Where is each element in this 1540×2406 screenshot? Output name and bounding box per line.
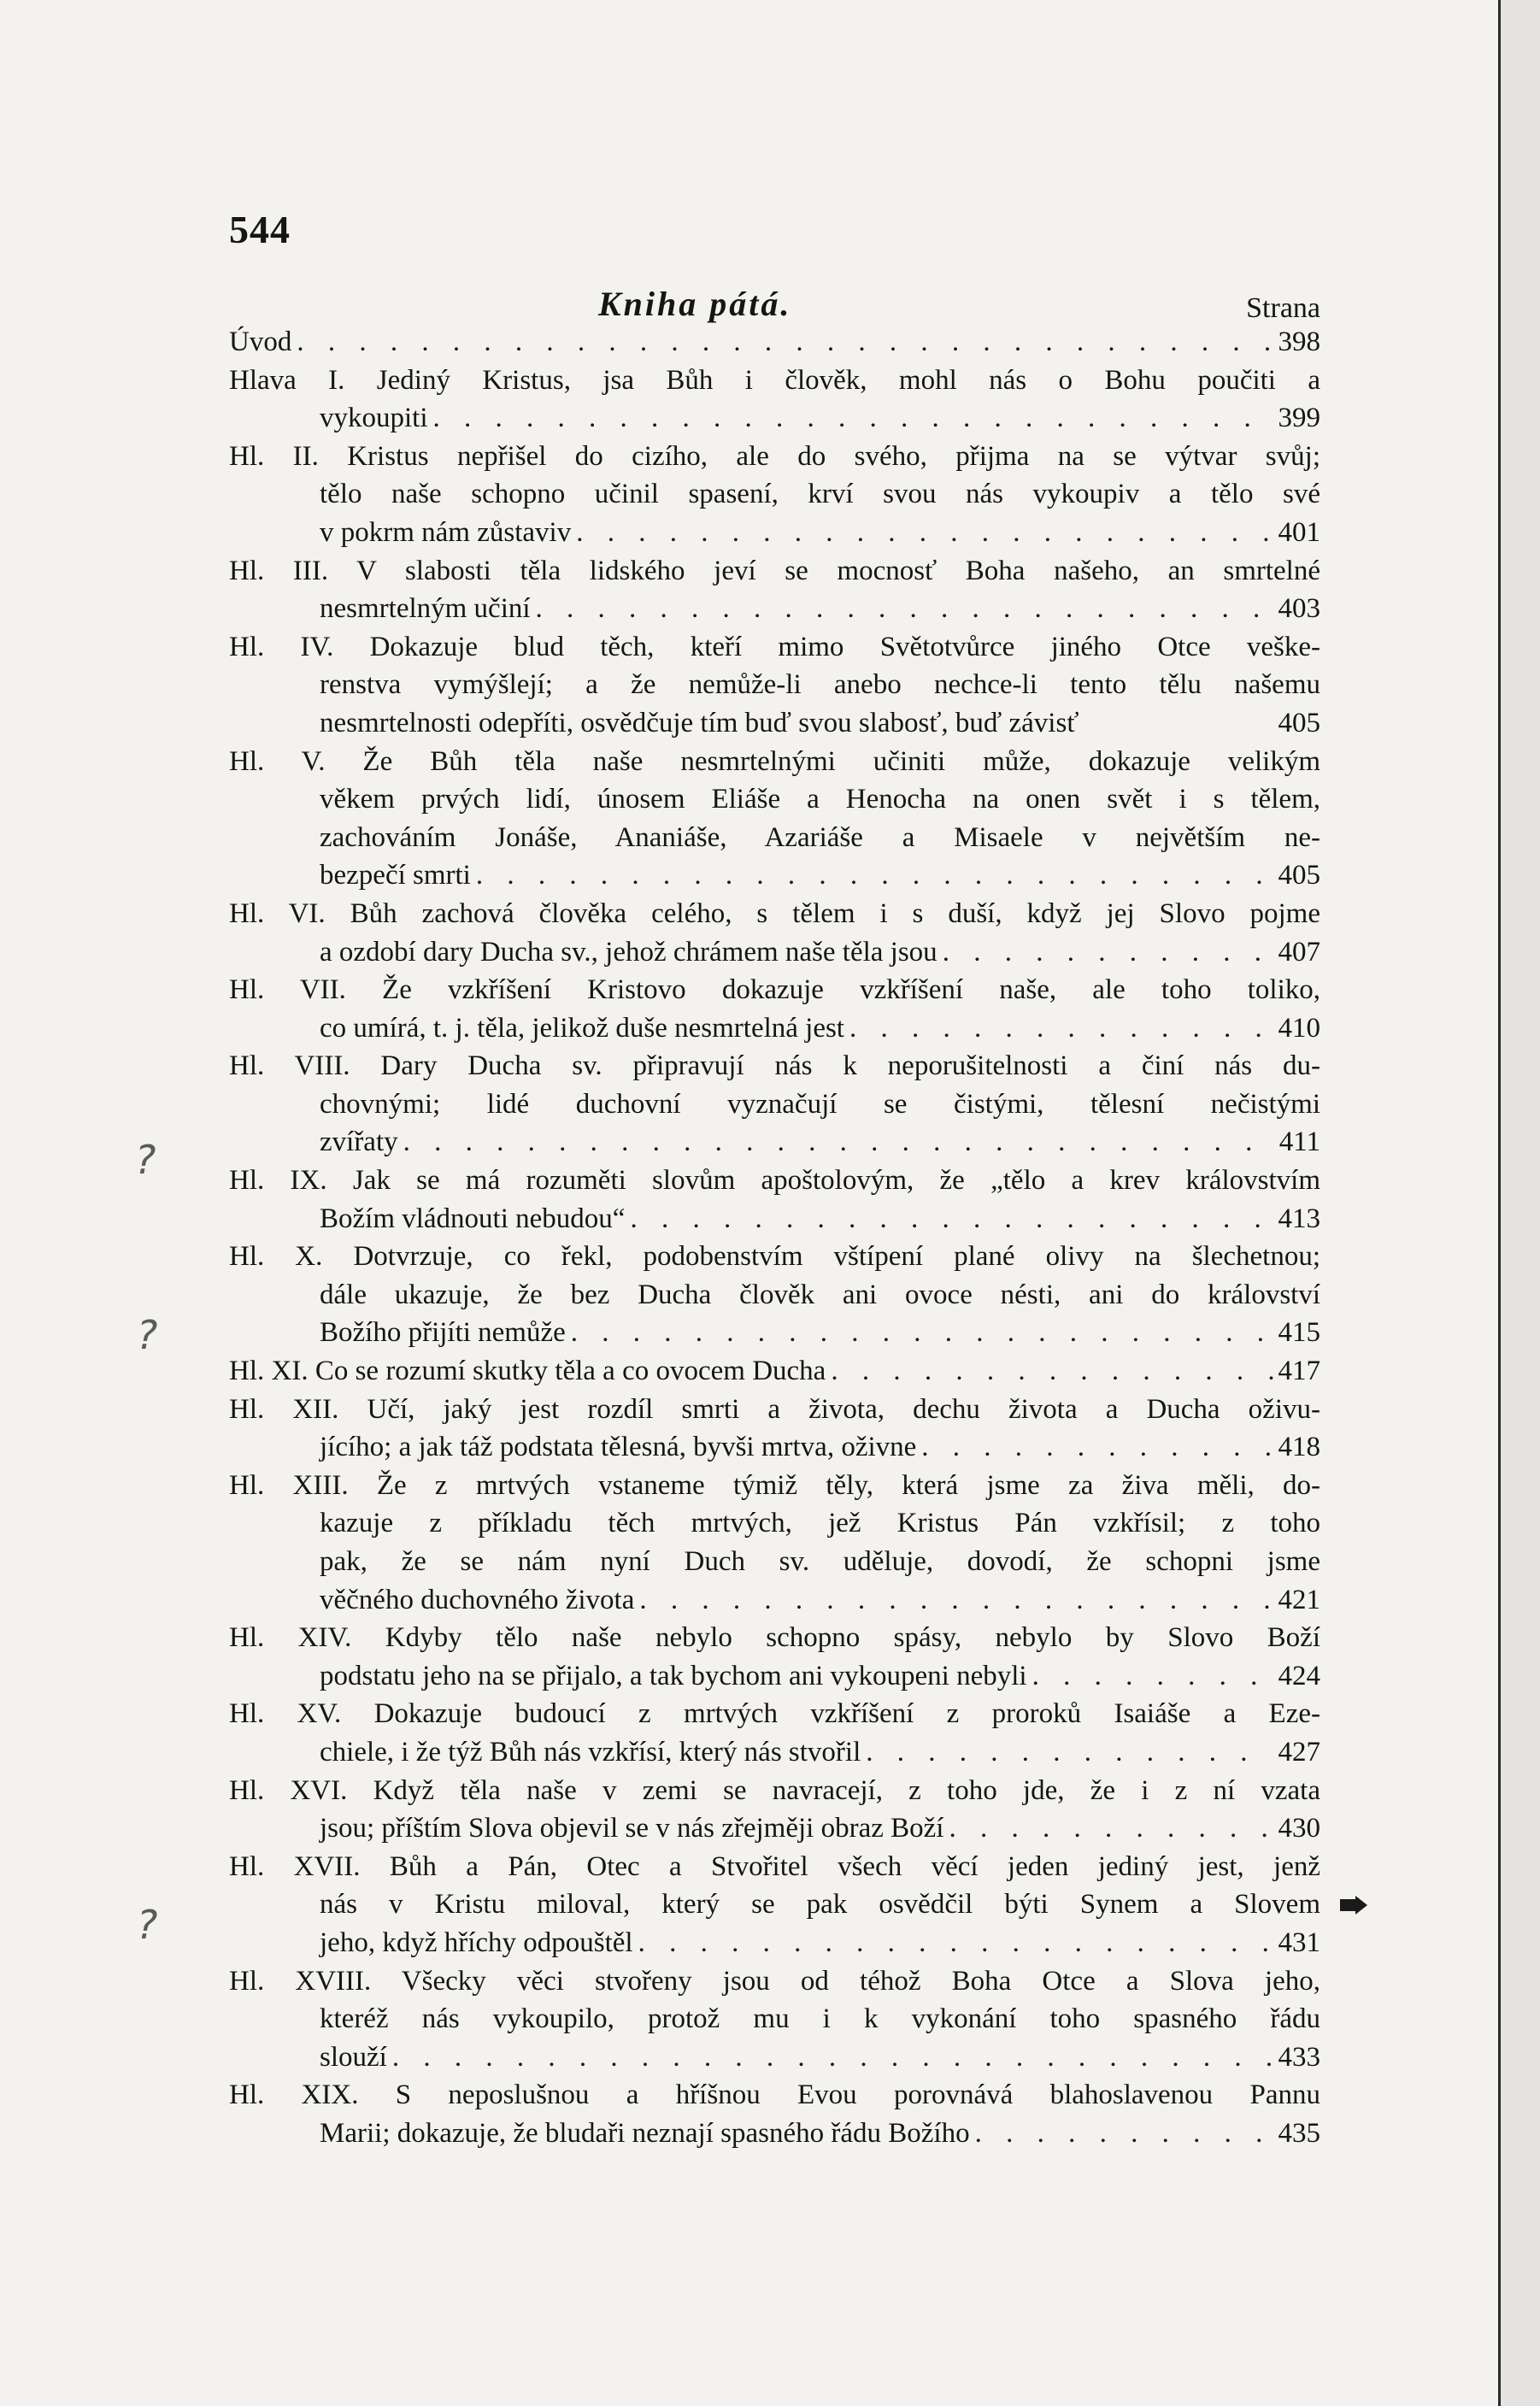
toc-entry [229, 323, 1320, 362]
dot-leader [476, 856, 1273, 895]
toc-entry-line: Hl. IX. Jak se má rozuměti slovům apoštolovým, že „tělo a krev královstvím [229, 1165, 1320, 1197]
toc-entry-line: dále ukazuje, že bez Ducha člověk ani ovoce nésti, ani do království [320, 1279, 1320, 1310]
toc-entry-line: Hl. IV. Dokazuje blud těch, kteří mimo Světotvůrce jiného Otce veške- [229, 631, 1320, 662]
toc-entry-text: Marii; dokazuje, že bludaři neznají spasného řádu Božího [320, 2117, 970, 2149]
toc-entry-text: podstatu jeho na se přijalo, a tak bychom ani vykoupeni nebyli [320, 1660, 1027, 1691]
toc-entry [229, 2076, 1320, 2152]
toc-entry [229, 1772, 1320, 1848]
toc-entry-last-line [229, 1009, 1320, 1048]
dot-leader [1032, 1657, 1273, 1696]
toc-page-number: 430 [1278, 1813, 1320, 1844]
toc-entry-line: Hl. II. Kristus nepřišel do cizího, ale do svého, přijma na se výtvar svůj; [229, 440, 1320, 472]
toc-entry-line: Hl. XVI. Když těla naše v zemi se navracejí, z toho jde, že i z ní vzata [229, 1774, 1320, 1806]
toc-page-number: 417 [1278, 1356, 1320, 1387]
toc-entry-line: Hl. XVIII. Všecky věci stvořeny jsou od téhož Boha Otce a Slova jeho, [229, 1965, 1320, 1997]
toc-entry-line: Hlava I. Jediný Kristus, jsa Bůh i člověk, mohl nás o Bohu poučiti a [229, 364, 1320, 396]
toc-entry-last-line [229, 1123, 1320, 1162]
toc-page-number: 418 [1278, 1432, 1320, 1463]
toc-page-number: 413 [1278, 1203, 1320, 1234]
toc-page-number: 399 [1278, 403, 1320, 434]
dot-leader [403, 1123, 1274, 1162]
toc-page-number: 403 [1278, 593, 1320, 625]
toc-entry-text: jsou; příštím Slova objevil se v nás zřejměji obraz Boží [320, 1813, 944, 1844]
toc-entry-last-line [229, 514, 1320, 552]
dot-leader [392, 2038, 1273, 2077]
column-header-strana: Strana [1246, 292, 1320, 324]
toc-entry-text: Božím vládnouti nebudou“ [320, 1203, 626, 1234]
toc-entry-last-line [229, 399, 1320, 438]
table-of-contents [229, 323, 1320, 2153]
toc-entry [229, 1352, 1320, 1391]
toc-page-number: 431 [1278, 1927, 1320, 1958]
toc-entry-text: Hl. XI. Co se rozumí skutky těla a co ovocem Ducha [229, 1356, 826, 1387]
toc-entry-line: Hl. XII. Učí, jaký jest rozdíl smrti a života, dechu života a Ducha oživu- [229, 1393, 1320, 1425]
toc-entry [229, 743, 1320, 895]
toc-entry-text: Božího přijíti nemůže [320, 1317, 566, 1349]
toc-entry-line: Hl. XIII. Že z mrtvých vstaneme týmiž těly, která jsme za živa měli, do- [229, 1469, 1320, 1501]
toc-entry-line: kazuje z příkladu těch mrtvých, jež Kristus Pán vzkřísil; z toho [320, 1508, 1320, 1539]
toc-entry [229, 628, 1320, 743]
toc-entry-line: Hl. VI. Bůh zachová člověka celého, s tělem i s duší, když jej Slovo pojme [229, 897, 1320, 929]
toc-entry-line: věkem prvých lidí, únosem Eliáše a Henocha na onen svět i s tělem, [320, 784, 1320, 815]
toc-entry-text: zvířaty [320, 1127, 398, 1158]
toc-entry [229, 1848, 1320, 1962]
toc-entry-line: Hl. XV. Dokazuje budoucí z mrtvých vzkříšení z proroků Isaiáše a Eze- [229, 1698, 1320, 1730]
dot-leader [297, 323, 1273, 362]
toc-page-number: 401 [1278, 516, 1320, 548]
toc-entry-last-line [229, 1581, 1320, 1620]
toc-entry-line: Hl. XVII. Bůh a Pán, Otec a Stvořitel všech věcí jeden jediný jest, jenž [229, 1850, 1320, 1882]
toc-entry-last-line [229, 1428, 1320, 1467]
dot-leader [638, 1924, 1273, 1962]
dot-leader [831, 1352, 1273, 1391]
toc-entry-line: Hl. III. V slabosti těla lidského jeví se mocnosť Boha našeho, an smrtelné [229, 555, 1320, 586]
toc-entry [229, 1619, 1320, 1695]
dot-leader [576, 514, 1273, 552]
toc-page-number: 427 [1278, 1736, 1320, 1768]
dot-leader [943, 933, 1273, 972]
toc-page-number: 405 [1278, 860, 1320, 891]
margin-pencil-mark: ? [137, 1312, 158, 1358]
toc-entry-text: nesmrtelným učiní [320, 593, 531, 625]
toc-entry-text: jícího; a jak táž podstata tělesná, byvši mrtva, oživne [320, 1432, 917, 1463]
toc-entry [229, 552, 1320, 628]
toc-entry-line: tělo naše schopno učinil spasení, krví svou nás vykoupiv a tělo své [320, 479, 1320, 510]
toc-entry [229, 1695, 1320, 1771]
toc-entry-line: renstva vymýšlejí; a že nemůže-li anebo nechce-li tento tělu našemu [320, 669, 1320, 701]
toc-entry [229, 895, 1320, 971]
toc-entry-line: nás v Kristu miloval, který se pak osvědčil býti Synem a Slovem [320, 1889, 1320, 1921]
toc-entry-last-line [229, 704, 1320, 743]
toc-entry-line: Hl. XIV. Kdyby tělo naše nebylo schopno spásy, nebylo by Slovo Boží [229, 1622, 1320, 1654]
toc-entry-last-line [229, 1352, 1320, 1391]
toc-entry [229, 971, 1320, 1047]
toc-page-number: 411 [1278, 1127, 1320, 1158]
toc-entry-line: zachováním Jonáše, Ananiáše, Azariáše a Misaele v největším ne- [320, 821, 1320, 853]
book-title: Kniha pátá. [598, 285, 792, 323]
margin-pencil-mark: ? [135, 1137, 156, 1183]
toc-entry [229, 1467, 1320, 1619]
toc-entry [229, 1162, 1320, 1238]
toc-entry-line: Hl. VIII. Dary Ducha sv. připravují nás k neporušitelnosti a činí nás du- [229, 1050, 1320, 1082]
toc-entry-text: vykoupiti [320, 403, 428, 434]
toc-entry [229, 1047, 1320, 1162]
toc-entry-last-line [229, 590, 1320, 628]
toc-entry-text: v pokrm nám zůstaviv [320, 516, 572, 548]
toc-entry-last-line [229, 856, 1320, 895]
dot-leader [866, 1733, 1273, 1772]
toc-entry [229, 362, 1320, 438]
toc-entry-text: věčného duchovného života [320, 1584, 635, 1615]
toc-entry-last-line [229, 1314, 1320, 1352]
toc-page-number: 433 [1278, 2041, 1320, 2073]
toc-entry-last-line [229, 1924, 1320, 1962]
toc-entry-last-line [229, 1657, 1320, 1696]
toc-page-number: 405 [1278, 707, 1320, 738]
toc-entry-last-line [229, 1733, 1320, 1772]
dot-leader [949, 1809, 1273, 1848]
toc-entry-text: nesmrtelnosti odepříti, osvědčuje tím buď svou slabosť, buď závisť [320, 707, 1079, 738]
toc-entry-last-line [229, 2038, 1320, 2077]
toc-page-number: 421 [1278, 1584, 1320, 1615]
toc-page-number: 435 [1278, 2117, 1320, 2149]
toc-entry-text: chiele, i že týž Bůh nás vzkřísí, který nás stvořil [320, 1736, 861, 1768]
toc-entry-text: jeho, když hříchy odpouštěl [320, 1927, 633, 1958]
toc-entry-last-line [229, 933, 1320, 972]
toc-entry [229, 1238, 1320, 1352]
dot-leader [921, 1428, 1273, 1467]
toc-page-number: 407 [1278, 936, 1320, 968]
toc-entry-last-line [229, 1809, 1320, 1848]
dot-leader [571, 1314, 1273, 1352]
toc-entry-text: a ozdobí dary Ducha sv., jehož chrámem naše těla jsou [320, 936, 938, 968]
margin-arrow-icon [1338, 1896, 1367, 1915]
dot-leader [433, 399, 1273, 438]
page-number: 544 [229, 208, 291, 251]
toc-entry-last-line [229, 2115, 1320, 2153]
toc-entry-line: pak, že se nám nyní Duch sv. uděluje, dovodí, že schopni jsme [320, 1546, 1320, 1577]
toc-entry [229, 1962, 1320, 2077]
toc-entry-line: chovnými; lidé duchovní vyznačují se čistými, tělesní nečistými [320, 1088, 1320, 1120]
dot-leader [849, 1009, 1273, 1048]
toc-entry-text: co umírá, t. j. těla, jelikož duše nesmrtelná jest [320, 1012, 844, 1044]
toc-entry-last-line [229, 323, 1320, 362]
toc-entry-line: Hl. V. Že Bůh těla naše nesmrtelnými učiniti může, dokazuje velikým [229, 745, 1320, 777]
margin-pencil-mark: ? [137, 1902, 158, 1948]
dot-leader [639, 1581, 1273, 1620]
toc-entry [229, 1391, 1320, 1467]
page-edge-shadow [1498, 0, 1540, 2406]
dot-leader [630, 1200, 1273, 1238]
dot-leader [536, 590, 1273, 628]
toc-page-number: 424 [1278, 1660, 1320, 1691]
toc-entry-last-line [229, 1200, 1320, 1238]
toc-entry-line: Hl. X. Dotvrzuje, co řekl, podobenstvím vštípení plané olivy na šlechetnou; [229, 1241, 1320, 1273]
toc-entry-text: Úvod [229, 326, 292, 357]
dot-leader [975, 2115, 1273, 2153]
toc-entry-text: slouží [320, 2041, 387, 2073]
toc-entry-text: bezpečí smrti [320, 860, 471, 891]
toc-page-number: 410 [1278, 1012, 1320, 1044]
toc-page-number: 415 [1278, 1317, 1320, 1349]
toc-entry-line: Hl. XIX. S neposlušnou a hříšnou Evou porovnává blahoslavenou Pannu [229, 2080, 1320, 2111]
toc-page-number: 398 [1278, 326, 1320, 357]
toc-entry-line: kteréž nás vykoupilo, protož mu i k vykonání toho spasného řádu [320, 2003, 1320, 2035]
toc-entry-line: Hl. VII. Že vzkříšení Kristovo dokazuje vzkříšení naše, ale toho toliko, [229, 974, 1320, 1006]
toc-entry [229, 438, 1320, 552]
